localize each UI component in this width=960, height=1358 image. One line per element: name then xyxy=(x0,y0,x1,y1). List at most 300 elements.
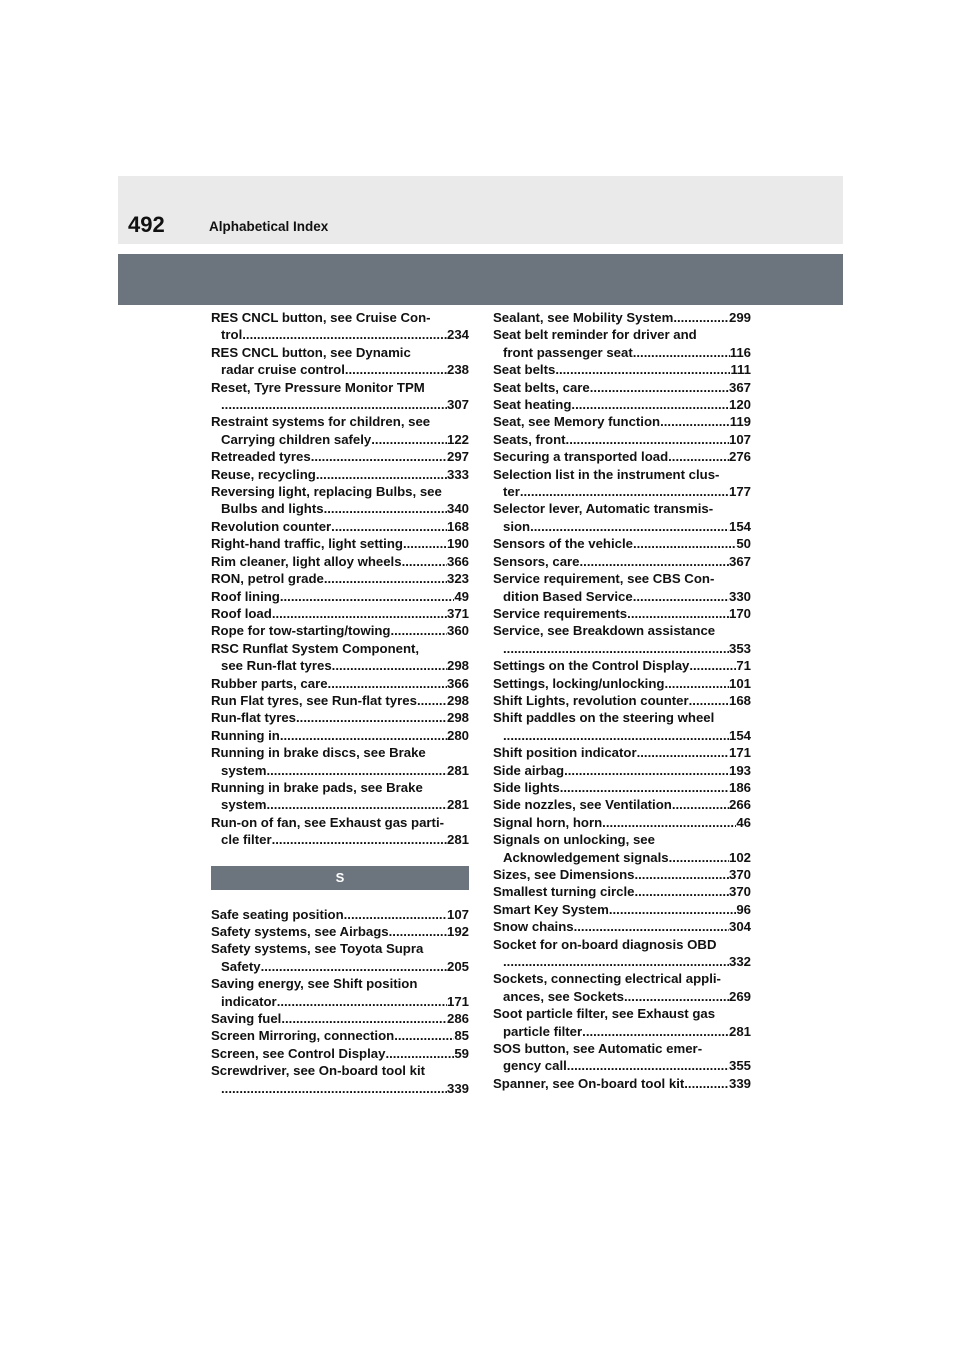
dot-leader xyxy=(530,518,729,535)
dot-leader xyxy=(272,831,447,848)
index-page-link[interactable]: 85 xyxy=(454,1028,469,1044)
dot-leader xyxy=(503,727,729,744)
index-entry-line xyxy=(211,500,469,517)
index-entry-line xyxy=(493,396,751,413)
index-entry xyxy=(211,779,469,814)
index-entry-label: Bulbs and lights xyxy=(221,501,324,517)
index-page-link[interactable]: 332 xyxy=(728,954,751,970)
index-entry xyxy=(493,535,751,552)
dot-leader xyxy=(328,675,447,692)
index-page-link[interactable]: 171 xyxy=(728,745,751,761)
index-page-link[interactable]: 154 xyxy=(728,727,751,743)
dot-leader xyxy=(272,605,447,622)
index-entry-label: Sensors, care xyxy=(493,553,580,569)
index-entry xyxy=(493,744,751,761)
index-entry-label: Signal horn, horn xyxy=(493,814,603,830)
index-entry-label: Seat belts, care xyxy=(493,379,590,395)
index-entry-line xyxy=(211,709,469,726)
index-entry-label: radar cruise control xyxy=(221,362,345,378)
index-page-link[interactable]: 281 xyxy=(728,1023,751,1039)
dot-leader xyxy=(311,448,447,465)
dot-leader xyxy=(280,588,454,605)
dot-leader xyxy=(571,396,729,413)
dot-leader xyxy=(344,906,447,923)
dot-leader xyxy=(567,1057,729,1074)
dot-leader xyxy=(673,309,729,326)
dot-leader xyxy=(590,379,729,396)
index-entry-line xyxy=(493,762,751,779)
index-entry-label: Spanner, see On-board tool kit xyxy=(493,1075,685,1091)
index-entry-text: Reset, Tyre Pressure Monitor TPM xyxy=(211,379,425,395)
index-page-link[interactable]: 154 xyxy=(728,518,751,534)
index-page-link[interactable]: 177 xyxy=(728,484,751,500)
index-entry-label: Roof lining xyxy=(211,588,280,604)
index-entry-label: cle filter xyxy=(221,832,272,848)
index-page-link[interactable]: 371 xyxy=(446,605,469,621)
index-entry-line xyxy=(493,675,751,692)
index-entry-label: Settings, locking/unlocking xyxy=(493,675,665,691)
dot-leader xyxy=(345,361,447,378)
index-entry xyxy=(493,413,751,430)
index-entry xyxy=(211,535,469,552)
index-entry-text: Service, see Breakdown assistance xyxy=(493,623,716,639)
index-page-link[interactable]: 307 xyxy=(446,397,469,413)
index-column-right xyxy=(493,309,751,1092)
index-page-link[interactable]: 168 xyxy=(446,518,469,534)
index-entry-line xyxy=(211,675,469,692)
index-entry-line xyxy=(211,535,469,552)
index-entry-line xyxy=(493,692,751,709)
index-entry-line xyxy=(493,953,751,970)
index-entry-line xyxy=(211,466,469,483)
index-entry xyxy=(211,344,469,379)
dot-leader xyxy=(266,796,447,813)
index-page-link[interactable]: 298 xyxy=(446,710,469,726)
index-entry-label: Seats, front xyxy=(493,431,566,447)
index-page-link[interactable]: 107 xyxy=(728,431,751,447)
index-page-link[interactable]: 355 xyxy=(728,1058,751,1074)
index-entry-line xyxy=(211,923,469,940)
index-entry-line xyxy=(493,535,751,552)
index-entry-line xyxy=(211,657,469,674)
index-entry-label: Smart Key System xyxy=(493,901,609,917)
index-page-link[interactable]: 269 xyxy=(728,988,751,1004)
index-entry-line xyxy=(211,518,469,535)
index-entry xyxy=(211,744,469,779)
index-entry-text: SOS button, see Automatic emer- xyxy=(493,1041,703,1057)
index-entry-text: Signals on unlocking, see xyxy=(493,832,655,848)
index-entry-text: Reversing light, replacing Bulbs, see xyxy=(211,484,442,500)
index-entry xyxy=(493,309,751,326)
index-entry xyxy=(493,866,751,883)
dot-leader xyxy=(520,483,729,500)
index-entry xyxy=(493,605,751,622)
dot-leader xyxy=(560,779,729,796)
index-entry-text: Service requirement, see CBS Con- xyxy=(493,571,715,587)
index-entry-label: Carrying children safely xyxy=(221,431,372,447)
dot-leader xyxy=(602,814,736,831)
index-page-link[interactable]: 46 xyxy=(736,814,751,830)
index-entry xyxy=(493,796,751,813)
index-entry-line xyxy=(493,1057,751,1074)
index-entry xyxy=(211,413,469,448)
index-entry-line xyxy=(493,640,751,657)
index-page-link[interactable]: 186 xyxy=(728,779,751,795)
index-entry-label: ances, see Sockets xyxy=(503,988,624,1004)
dot-leader xyxy=(261,958,447,975)
index-page-link[interactable]: 360 xyxy=(446,623,469,639)
index-entry xyxy=(493,379,751,396)
index-entry xyxy=(211,709,469,726)
index-entry-label: Securing a transported load xyxy=(493,449,669,465)
index-entry-label: gency call xyxy=(503,1058,567,1074)
index-page-link[interactable]: 238 xyxy=(446,362,469,378)
index-page-link[interactable]: 96 xyxy=(736,901,751,917)
index-entry-line xyxy=(493,413,751,430)
index-entry xyxy=(493,553,751,570)
index-page-link[interactable]: 170 xyxy=(728,605,751,621)
index-entry-line xyxy=(493,727,751,744)
index-entry xyxy=(493,1075,751,1092)
dot-leader xyxy=(385,1045,454,1062)
index-entry-text: Shift paddles on the steering wheel xyxy=(493,710,715,726)
index-entry-line xyxy=(493,849,751,866)
index-page-link[interactable]: 298 xyxy=(446,658,469,674)
index-entry-line xyxy=(493,1075,751,1092)
index-entry-label: Sensors of the vehicle xyxy=(493,536,633,552)
index-entry xyxy=(493,657,751,674)
index-entry-line xyxy=(493,657,751,674)
index-page-link[interactable]: 119 xyxy=(729,414,751,430)
index-entry xyxy=(493,361,751,378)
index-page-link[interactable]: 120 xyxy=(728,397,751,413)
index-entry-label: Snow chains xyxy=(493,919,574,935)
dot-leader xyxy=(684,1075,729,1092)
index-page-link[interactable]: 192 xyxy=(446,924,469,939)
index-page-link[interactable]: 59 xyxy=(454,1045,469,1061)
index-page-link[interactable]: 116 xyxy=(729,344,751,360)
index-entry-label: system xyxy=(221,762,267,778)
index-entry xyxy=(211,570,469,587)
index-entry-label: front passenger seat xyxy=(503,344,633,360)
dot-leader xyxy=(277,993,447,1010)
dot-leader xyxy=(242,326,447,343)
index-page-link[interactable]: 281 xyxy=(446,762,469,778)
index-entry-line xyxy=(493,361,751,378)
index-entry-label: Retreaded tyres xyxy=(211,449,311,465)
index-entry-text: Run-on of fan, see Exhaust gas parti- xyxy=(211,814,445,830)
index-entry-label: Seat, see Memory function xyxy=(493,414,661,430)
index-entry-label: system xyxy=(221,797,267,813)
index-entry-text: Screwdriver, see On-board tool kit xyxy=(211,1063,425,1079)
index-entry-label: Sealant, see Mobility System xyxy=(493,310,674,325)
index-page-link[interactable]: 353 xyxy=(728,640,751,656)
index-entry-line xyxy=(493,866,751,883)
index-entry-line xyxy=(211,762,469,779)
index-entry xyxy=(211,588,469,605)
index-entry-label: see Run-flat tyres xyxy=(221,658,332,674)
index-page-link[interactable]: 193 xyxy=(728,762,751,778)
index-entry-text: Restraint systems for children, see xyxy=(211,414,431,430)
dot-leader xyxy=(580,553,729,570)
index-list-s-continued xyxy=(493,309,751,1092)
index-entry xyxy=(493,570,751,605)
index-entry-label: Shift Lights, revolution counter xyxy=(493,692,689,708)
page-number: 492 xyxy=(128,212,165,237)
index-entry-label: Safety xyxy=(221,958,261,974)
index-entry xyxy=(493,466,751,501)
index-entry-label: sion xyxy=(503,518,531,534)
index-entry-label: Side nozzles, see Ventilation xyxy=(493,797,672,813)
index-entry xyxy=(493,831,751,866)
index-entry xyxy=(493,622,751,657)
index-entry xyxy=(493,1005,751,1040)
dot-leader xyxy=(633,588,729,605)
dot-leader xyxy=(402,553,447,570)
index-entry-label: Rubber parts, care xyxy=(211,675,328,691)
page-title: Alphabetical Index xyxy=(209,219,329,234)
index-entry-line xyxy=(211,958,469,975)
index-page-link[interactable]: 168 xyxy=(728,692,751,708)
index-page-link[interactable]: 370 xyxy=(728,867,751,882)
index-entry-line xyxy=(211,1080,469,1097)
index-page-link[interactable]: 50 xyxy=(736,536,751,552)
index-entry-text: Soot particle filter, see Exhaust gas xyxy=(493,1006,716,1022)
index-entry-text: Running in brake discs, see Brake xyxy=(211,745,426,761)
index-entry-line xyxy=(493,779,751,796)
dot-leader xyxy=(660,413,730,430)
dot-leader xyxy=(331,518,447,535)
dot-leader xyxy=(281,1010,447,1027)
index-entry-label: Roof load xyxy=(211,605,272,621)
index-entry-text: Running in brake pads, see Brake xyxy=(211,779,423,795)
index-entry xyxy=(493,883,751,900)
index-entry-line xyxy=(493,309,751,326)
index-entry-label: Reuse, recycling xyxy=(211,466,316,482)
dot-leader xyxy=(324,500,447,517)
index-entry-line xyxy=(211,727,469,744)
index-entry xyxy=(493,396,751,413)
index-entry-line xyxy=(211,605,469,622)
index-page-link[interactable]: 366 xyxy=(446,675,469,691)
index-entry-line xyxy=(493,344,751,361)
dot-leader xyxy=(637,744,729,761)
index-entry xyxy=(493,814,751,831)
index-page-link[interactable]: 205 xyxy=(446,958,469,974)
dot-leader xyxy=(316,466,447,483)
dot-leader xyxy=(689,657,736,674)
index-column-left xyxy=(211,309,469,1097)
dot-leader xyxy=(564,762,729,779)
dot-leader xyxy=(664,675,729,692)
index-entry xyxy=(211,640,469,675)
index-entry xyxy=(211,605,469,622)
index-entry xyxy=(493,1040,751,1075)
index-entry xyxy=(493,692,751,709)
dot-leader xyxy=(280,727,447,744)
index-entry xyxy=(211,1010,469,1027)
dot-leader xyxy=(668,448,729,465)
index-page-link[interactable]: 339 xyxy=(728,1075,751,1091)
index-entry xyxy=(211,692,469,709)
index-entry xyxy=(211,309,469,344)
index-page-link[interactable]: 281 xyxy=(446,832,469,848)
index-entry-line xyxy=(211,1027,469,1044)
dot-leader xyxy=(371,431,447,448)
index-page-link[interactable]: 71 xyxy=(736,658,751,674)
index-page-link[interactable]: 323 xyxy=(446,571,469,587)
index-page-link[interactable]: 333 xyxy=(446,466,469,482)
dot-leader xyxy=(633,535,736,552)
index-entry-line xyxy=(493,379,751,396)
index-entry xyxy=(211,906,469,923)
dot-leader xyxy=(389,923,447,940)
index-page-link[interactable]: 111 xyxy=(730,362,751,378)
index-entry-line xyxy=(493,431,751,448)
index-entry xyxy=(211,975,469,1010)
dot-leader xyxy=(669,849,729,866)
index-page-link[interactable]: 286 xyxy=(446,1011,469,1027)
index-page-link[interactable]: 299 xyxy=(728,310,751,325)
index-entry-label: Side airbag xyxy=(493,762,565,778)
index-entry xyxy=(211,379,469,414)
index-entry-text: Sockets, connecting electrical appli- xyxy=(493,971,721,987)
index-page-link[interactable]: 266 xyxy=(728,797,751,813)
index-entry-line xyxy=(493,605,751,622)
index-page-link[interactable]: 367 xyxy=(728,379,751,395)
index-entry-line xyxy=(211,1010,469,1027)
index-entry xyxy=(211,553,469,570)
index-page-link[interactable]: 367 xyxy=(728,553,751,569)
index-page-link[interactable]: 107 xyxy=(446,906,469,922)
index-entry-line xyxy=(211,588,469,605)
index-entry-line xyxy=(493,901,751,918)
index-entry-line xyxy=(211,361,469,378)
index-page-link[interactable]: 101 xyxy=(728,675,751,691)
section-letter-s: S xyxy=(211,866,469,890)
dot-leader xyxy=(296,709,447,726)
index-page-link[interactable]: 339 xyxy=(446,1080,469,1096)
index-entry xyxy=(211,1027,469,1044)
index-entry-line xyxy=(211,396,469,413)
index-entry-text: Seat belt reminder for driver and xyxy=(493,327,697,343)
index-page-link[interactable]: 304 xyxy=(728,919,751,935)
index-page-link[interactable]: 340 xyxy=(446,501,469,517)
index-entry-label: Safety systems, see Airbags xyxy=(211,924,389,939)
index-entry xyxy=(493,936,751,971)
index-entry-text: Socket for on-board diagnosis OBD xyxy=(493,936,717,952)
index-page-link[interactable]: 171 xyxy=(446,993,469,1009)
dot-leader xyxy=(324,570,447,587)
dot-leader xyxy=(582,1023,729,1040)
dot-leader xyxy=(394,1027,454,1044)
index-entry-text: Safety systems, see Toyota Supra xyxy=(211,941,424,957)
index-page-link[interactable]: 330 xyxy=(728,588,751,604)
dot-leader xyxy=(566,431,729,448)
index-entry-label: Sizes, see Dimensions xyxy=(493,867,635,882)
index-entry xyxy=(493,326,751,361)
index-entry xyxy=(493,779,751,796)
dot-leader xyxy=(417,692,447,709)
index-entry-label: Safe seating position xyxy=(211,906,344,922)
index-entry-text: RES CNCL button, see Dynamic xyxy=(211,344,411,360)
index-entry xyxy=(211,1062,469,1097)
index-page-link[interactable]: 281 xyxy=(446,797,469,813)
index-entry-text: RSC Runflat System Component, xyxy=(211,640,420,656)
dot-leader xyxy=(624,988,729,1005)
dot-leader xyxy=(633,344,730,361)
dot-leader xyxy=(403,535,447,552)
index-entry-line xyxy=(211,553,469,570)
index-entry xyxy=(493,448,751,465)
index-entry xyxy=(493,918,751,935)
index-entry-label: Shift position indicator xyxy=(493,745,637,761)
index-entry-label: dition Based Service xyxy=(503,588,633,604)
index-entry-label: Smallest turning circle xyxy=(493,884,635,900)
index-entry-label: Run Flat tyres, see Run-flat tyres xyxy=(211,692,417,708)
index-entry xyxy=(211,466,469,483)
index-page-link[interactable]: 370 xyxy=(728,884,751,900)
index-entry-label: Screen Mirroring, connection xyxy=(211,1028,395,1044)
index-entry xyxy=(211,923,469,940)
index-entry-label: Side lights xyxy=(493,779,560,795)
index-entry-line xyxy=(211,993,469,1010)
index-page-link[interactable]: 234 xyxy=(446,327,469,343)
index-entry-label: Service requirements xyxy=(493,605,628,621)
index-entry-line xyxy=(493,553,751,570)
index-entry xyxy=(211,483,469,518)
index-list-r xyxy=(211,309,469,849)
dot-leader xyxy=(574,918,729,935)
index-entry-text: Selector lever, Automatic transmis- xyxy=(493,501,714,517)
index-entry-label: ter xyxy=(503,484,520,500)
index-entry-line xyxy=(493,518,751,535)
index-entry-label: Seat heating xyxy=(493,397,572,413)
index-entry-label: Rim cleaner, light alloy wheels xyxy=(211,553,402,569)
index-entry-label: particle filter xyxy=(503,1023,583,1039)
index-page-link[interactable]: 280 xyxy=(446,727,469,743)
dot-leader xyxy=(627,605,729,622)
index-entry-line xyxy=(493,814,751,831)
index-page-link[interactable]: 297 xyxy=(446,449,469,465)
dot-leader xyxy=(266,762,447,779)
index-entry-line xyxy=(493,988,751,1005)
index-page-link[interactable]: 190 xyxy=(446,536,469,552)
dot-leader xyxy=(634,866,729,883)
index-page-link[interactable]: 276 xyxy=(728,449,751,465)
index-page-link[interactable]: 122 xyxy=(446,431,469,447)
index-entry xyxy=(493,675,751,692)
index-entry-label: RON, petrol grade xyxy=(211,571,324,587)
index-page-link[interactable]: 298 xyxy=(446,692,469,708)
index-page-link[interactable]: 49 xyxy=(454,588,469,604)
index-entry xyxy=(211,518,469,535)
dot-leader xyxy=(503,953,729,970)
index-entry-label: Run-flat tyres xyxy=(211,710,296,726)
index-page-link[interactable]: 102 xyxy=(728,849,751,865)
index-entry xyxy=(493,500,751,535)
index-page-link[interactable]: 366 xyxy=(446,553,469,569)
index-entry-line xyxy=(493,1023,751,1040)
index-entry-text: RES CNCL button, see Cruise Con- xyxy=(211,310,431,325)
index-entry-line xyxy=(211,570,469,587)
index-entry-label: Right-hand traffic, light setting xyxy=(211,536,403,552)
index-entry-line xyxy=(493,588,751,605)
index-entry-line xyxy=(493,796,751,813)
index-entry-line xyxy=(211,1045,469,1062)
dot-leader xyxy=(390,622,447,639)
index-entry-text: Selection list in the instrument clus- xyxy=(493,466,720,482)
